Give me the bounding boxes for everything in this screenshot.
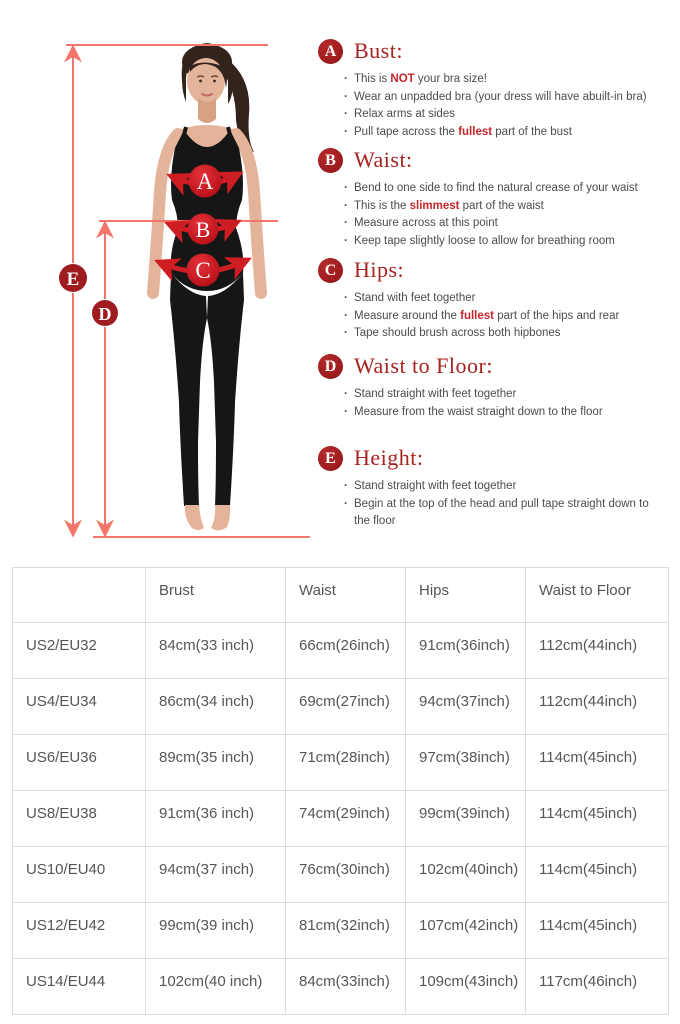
height-badge-letter: E [66,269,80,290]
instruction-bullet: · Tape should brush across both hipbones [344,325,660,343]
measurement-cell: 99cm(39 inch) [146,903,286,959]
measurement-cell: 109cm(43inch) [406,959,526,1015]
section-letter-badge: A [318,39,343,64]
table-row [13,679,669,735]
instruction-bullet: · Relax arms at sides [344,106,660,124]
size-label-cell: US4/EU34 [13,679,146,735]
instruction-bullet: · Stand straight with feet together [344,478,660,496]
section-bullet-list [344,478,668,531]
measurement-cell: 112cm(44inch) [526,623,669,679]
measurement-cell: 89cm(35 inch) [146,735,286,791]
section-bullet-list [344,71,668,141]
instruction-bullet: · Measure across at this point [344,215,660,233]
measurement-cell: 84cm(33inch) [286,959,406,1015]
instruction-bullet: · Wear an unpadded bra (your dress will have abuilt-in bra) [344,89,660,107]
emphasized-word: NOT [390,73,415,85]
size-label-cell: US2/EU32 [13,623,146,679]
instruction-bullet: · Stand straight with feet together [344,386,660,404]
measurement-instructions [318,0,670,560]
section-title: Height: [354,445,424,470]
instruction-bullet: · This is the slimmest part of the waist [344,198,660,216]
measurement-cell: 71cm(28inch) [286,735,406,791]
section-title: Hips: [354,257,405,282]
size-label-cell: US12/EU42 [13,903,146,959]
size-chart-table [12,567,669,1015]
table-row [13,903,669,959]
measurement-cell: 99cm(39inch) [406,791,526,847]
measurement-cell: 69cm(27inch) [286,679,406,735]
instruction-bullet: · Stand with feet together [344,290,660,308]
instruction-bullet: · Measure from the waist straight down to the floor [344,404,660,422]
instruction-bullet: · Keep tape slightly loose to allow for breathing room [344,233,660,251]
measurement-cell: 114cm(45inch) [526,847,669,903]
measurement-cell: 114cm(45inch) [526,791,669,847]
bust-badge-letter: A [196,169,214,194]
size-label-cell: US10/EU40 [13,847,146,903]
instruction-bullet: · Begin at the top of the head and pull tape straight down to the floor [344,496,660,531]
section-title: Waist: [354,147,413,172]
size-label-cell: US14/EU44 [13,959,146,1015]
table-row [13,623,669,679]
section-bullet-list [344,290,668,343]
measurement-cell: 91cm(36 inch) [146,791,286,847]
section-letter-badge: E [318,446,343,471]
measurement-cell: 97cm(38inch) [406,735,526,791]
measurement-cell: 84cm(33 inch) [146,623,286,679]
hips-badge-letter: C [195,258,211,283]
measurement-cell: 76cm(30inch) [286,847,406,903]
instruction-bullet: · Measure around the fullest part of the hips and rear [344,308,660,326]
measurement-cell: 74cm(29inch) [286,791,406,847]
table-row [13,735,669,791]
instruction-bullet: · Pull tape across the fullest part of the bust [344,124,660,142]
measurement-cell: 102cm(40 inch) [146,959,286,1015]
size-chart-header-row [13,568,669,623]
measurement-cell: 107cm(42inch) [406,903,526,959]
emphasized-word: slimmest [409,199,460,212]
instruction-section-e [318,445,668,531]
column-header: Hips [406,568,526,623]
table-row [13,791,669,847]
table-row [13,959,669,1015]
section-letter-badge: B [318,148,343,173]
measurement-cell: 114cm(45inch) [526,735,669,791]
column-header: Brust [146,568,286,623]
measurement-cell: 94cm(37 inch) [146,847,286,903]
waist-to-floor-badge-letter: D [98,304,112,324]
column-header: Waist [286,568,406,623]
model-silhouette [153,43,261,530]
measurement-cell: 66cm(26inch) [286,623,406,679]
measurement-cell: 86cm(34 inch) [146,679,286,735]
instruction-section-b [318,147,668,250]
waist-badge-letter: B [195,217,211,242]
size-label-cell: US6/EU36 [13,735,146,791]
measurement-cell: 91cm(36inch) [406,623,526,679]
section-bullet-list [344,386,668,421]
instruction-section-a [318,38,668,141]
measurement-cell: 94cm(37inch) [406,679,526,735]
section-title: Waist to Floor: [354,353,493,378]
table-row [13,847,669,903]
section-letter-badge: C [318,258,343,283]
measurement-cell: 117cm(46inch) [526,959,669,1015]
section-bullet-list [344,180,668,250]
measurement-cell: 112cm(44inch) [526,679,669,735]
column-header [13,568,146,623]
measurement-cell: 114cm(45inch) [526,903,669,959]
emphasized-word: fullest [460,309,494,322]
measurement-cell: 102cm(40inch) [406,847,526,903]
measurement-cell: 81cm(32inch) [286,903,406,959]
section-title: Bust: [354,38,403,63]
size-label-cell: US8/EU38 [13,791,146,847]
section-letter-badge: D [318,354,343,379]
instruction-section-c [318,257,668,343]
column-header: Waist to Floor [526,568,669,623]
instruction-bullet: · This is NOT your bra size! [344,71,660,89]
instruction-section-d [318,353,668,421]
emphasized-word: fullest [458,125,493,138]
instruction-bullet: · Bend to one side to find the natural crease of your waist [344,180,660,198]
